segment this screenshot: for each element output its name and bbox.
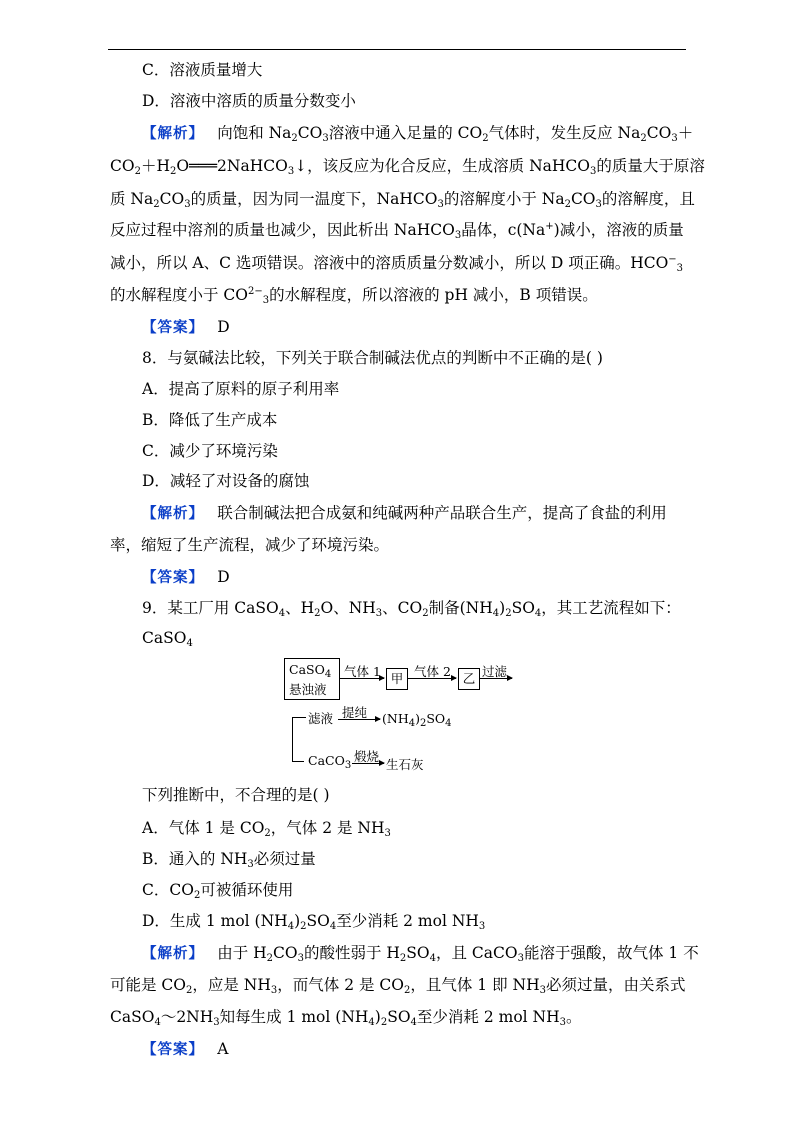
filtrate-label: 滤液: [308, 711, 334, 726]
q7-analysis-line-6: 的水解程度小于 $CO^{2-}_3$的水解程度，所以溶液的 pH 减小，B 项错误。: [110, 286, 598, 306]
q9-analysis-line-3: $CaSO_4\sim 2NH_3$知每生成 1 mol $(NH_4)_2SO_4$至少消耗 2 mol $NH_3$。: [110, 1008, 582, 1028]
caco3-label: CaCO$_3$: [308, 753, 352, 771]
q8-option-b: B．降低了生产成本: [142, 411, 278, 429]
q9-option-d: D．生成 1 mol $(NH_4)_2SO_4$至少消耗 2 mol $NH_3$: [142, 912, 486, 932]
analysis-tag: 【解析】: [142, 946, 197, 962]
q7-analysis-line-4: 反应过程中溶剂的质量也减少，因此析出 NaHCO$_3$晶体，c(Na+)减小，溶液的质量: [110, 221, 684, 241]
q7-analysis-line-3: 质 $Na_2CO_3$的质量，因为同一温度下，NaHCO$_3$的溶解度小于 $Na_2CO_3$的溶解度，且: [110, 190, 695, 210]
q8-option-a: A．提高了原料的原子利用率: [142, 380, 340, 398]
q7-answer: [142, 316, 722, 339]
q9-option-a: A．气体 1 是 $CO_2$，气体 2 是 $NH_3$: [142, 819, 391, 839]
analysis-tag: 【解析】: [142, 126, 197, 142]
q9-analysis-line-2: 可能是 $CO_2$，应是 $NH_3$，而气体 2 是 $CO_2$，且气体 1 即 $NH_3$必须过量，由关系式: [110, 976, 686, 996]
q7-option-d: D．溶液中溶质的质量分数变小: [142, 92, 356, 110]
q7-answer-value: D: [217, 318, 230, 336]
intermediate-jia-box: 甲: [386, 668, 408, 690]
q9-option-b: B．通入的 $NH_3$必须过量: [142, 850, 316, 870]
purify-label: 提纯: [342, 705, 368, 720]
q7-analysis-line-2: $CO_2+H_2O═══2NaHCO_3↓$，该反应为化合反应，生成溶质 NaHCO$_3$的质量大于原溶: [110, 157, 705, 177]
caso4-suspension-box: CaSO$_4$ 悬浊液: [284, 658, 340, 700]
filter-label: 过滤: [482, 664, 508, 679]
q8-answer-value: D: [217, 568, 230, 586]
q8-analysis-line-1: 【解析】 联合制碱法把合成氨和纯碱两种产品联合生产，提高了食盐的利用: [142, 504, 667, 522]
q8-answer: [142, 566, 722, 589]
q8-option-c: C．减少了环境污染: [142, 442, 278, 460]
q8-analysis-line-2: 率，缩短了生产流程，减少了环境污染。: [110, 536, 390, 554]
q9-caso4-label: CaSO$_4$: [142, 629, 193, 649]
q9-stem: 9．某工厂用 CaSO$_4$、$H_2O$、$NH_3$、$CO_2$制备$(NH_4)_2SO_4$，其工艺流程如下：: [142, 599, 681, 619]
answer-tag: 【答案】: [142, 570, 197, 586]
q8-stem: 8．与氨碱法比较，下列关于联合制碱法优点的判断中不正确的是( ): [142, 349, 603, 367]
branch-top-line: [292, 717, 306, 718]
q8-option-d: D．减轻了对设备的腐蚀: [142, 472, 310, 490]
product-label: $(NH_4)_2SO_4$: [382, 711, 452, 729]
q9-answer: [142, 1038, 722, 1061]
analysis-tag: 【解析】: [142, 506, 197, 522]
q9-analysis-line-1: 【解析】 由于 $H_2CO_3$的酸性弱于 $H_2SO_4$，且 CaCO$_3$能溶于强酸，故气体 1 不: [142, 944, 699, 964]
q9-answer-value: A: [217, 1040, 229, 1058]
intermediate-yi-box: 乙: [458, 668, 480, 690]
q9-stem-2: 下列推断中，不合理的是( ): [142, 786, 330, 804]
calcine-label: 煅烧: [354, 749, 380, 764]
q7-option-c: C．溶液质量增大: [142, 61, 263, 79]
lime-label: 生石灰: [386, 757, 424, 772]
process-flow-diagram: [280, 655, 520, 775]
header-rule: [108, 49, 686, 50]
gas2-label: 气体 2: [414, 664, 451, 679]
q9-option-c: C．$CO_2$可被循环使用: [142, 881, 294, 901]
answer-tag: 【答案】: [142, 320, 197, 336]
gas1-label: 气体 1: [344, 664, 381, 679]
branch-bottom-line: [292, 761, 304, 762]
q7-analysis-line-5: 减小，所以 A、C 选项错误。溶液中的溶质质量分数减小，所以 D 项正确。$HCO^-_3$: [110, 254, 684, 274]
answer-tag: 【答案】: [142, 1042, 197, 1058]
q7-analysis-line-1: 【解析】 向饱和 $Na_2CO_3$溶液中通入足量的 $CO_2$气体时，发生反应 $Na_2CO_3+$: [142, 124, 694, 144]
branch-vertical-line: [292, 717, 293, 761]
